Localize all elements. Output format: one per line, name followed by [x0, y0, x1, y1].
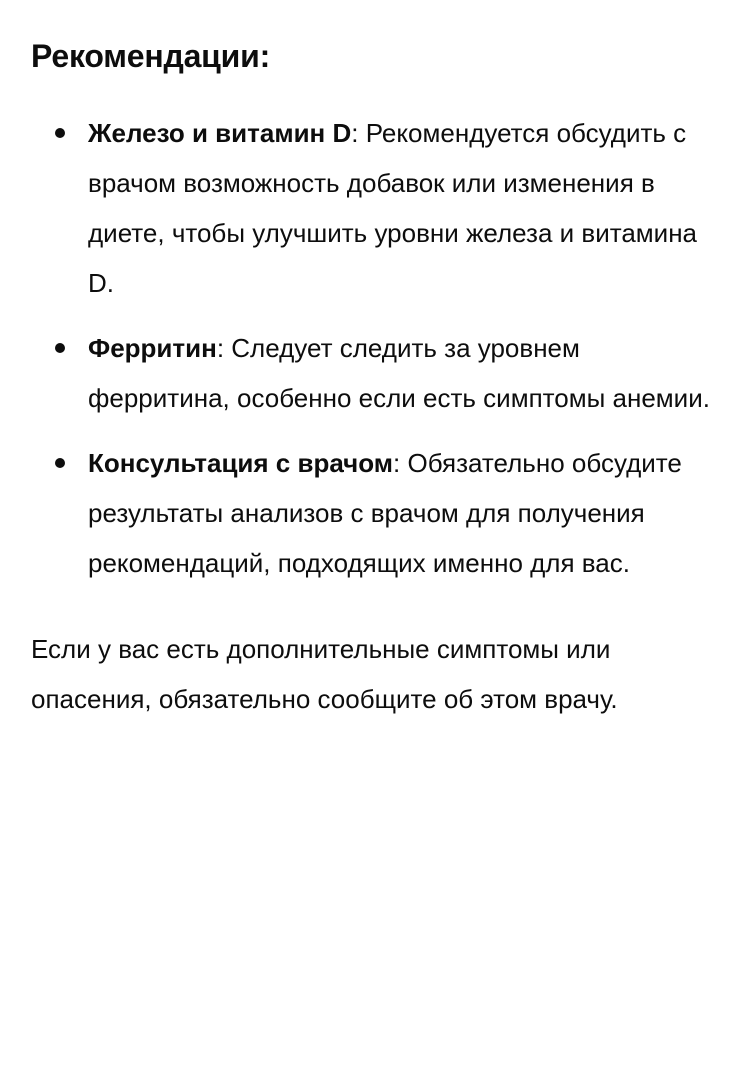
recommendation-text: : Следует следить за уровнем ферритина, особенно если есть симптомы анемии.	[88, 333, 710, 413]
bullet-icon	[55, 128, 65, 138]
recommendation-term: Железо и витамин D	[88, 118, 352, 148]
recommendations-heading: Рекомендации:	[31, 38, 271, 74]
recommendation-term: Консультация с врачом	[88, 448, 394, 478]
recommendation-text: : Обязательно обсудите результаты анализов с врачом для получения рекомендаций, подходящих именно для вас.	[88, 448, 682, 578]
recommendations-list	[31, 108, 711, 588]
bullet-icon	[55, 458, 65, 468]
list-item-doctor-consultation	[31, 438, 711, 588]
message-content	[31, 32, 711, 724]
closing-paragraph: Если у вас есть дополнительные симптомы или опасения, обязательно сообщите об этом врачу.	[31, 634, 618, 714]
list-item-iron-vitamin-d	[31, 108, 711, 308]
bullet-icon	[55, 343, 65, 353]
list-item-ferritin	[31, 323, 711, 423]
recommendation-term: Ферритин	[88, 333, 217, 363]
recommendation-text: : Рекомендуется обсудить с врачом возможность добавок или изменения в диете, чтобы улучшить уровни железа и витамина D.	[88, 118, 698, 298]
